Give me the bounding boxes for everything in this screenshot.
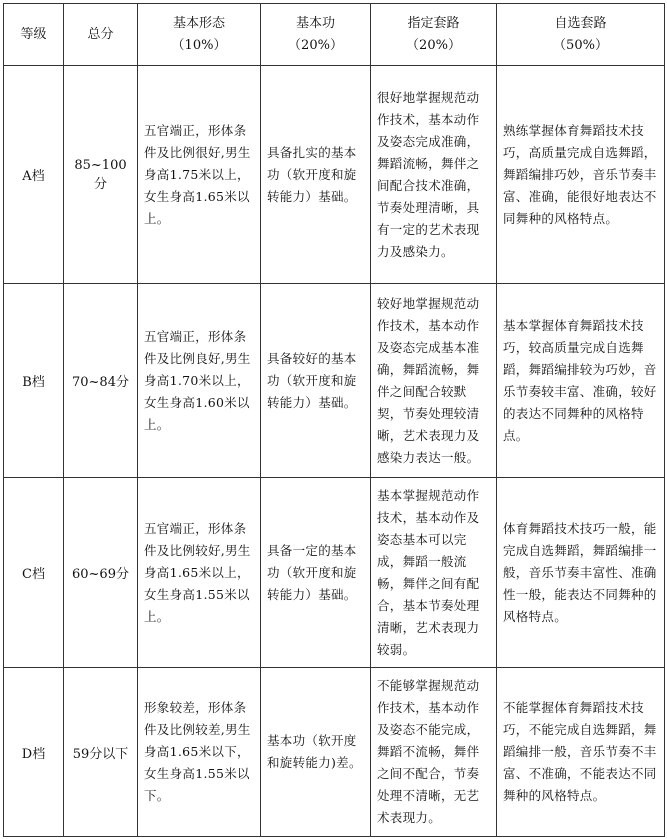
routine-cell: 基本掌握规范动作技术，基本动作及姿态基本可以完成，舞蹈一般流畅，舞伴之间有配合，基本节奏处理清晰，艺术表现力较弱。 — [371, 478, 497, 668]
table-row-d — [4, 668, 665, 837]
grade-cell: C档 — [4, 478, 64, 668]
header-free — [497, 4, 665, 66]
table-row-a — [4, 66, 665, 284]
free-cell: 不能掌握体育舞蹈技术技巧，不能完成自选舞蹈，舞蹈编排一般，音乐节奏不丰富、不准确，不能表达不同舞种的风格特点。 — [497, 668, 665, 837]
header-total: 总分 — [64, 4, 138, 66]
skill-cell: 具备一定的基本功（软开度和旋转能力）基础。 — [261, 478, 371, 668]
header-form-weight: （10%） — [171, 37, 227, 53]
grade-cell: D档 — [4, 668, 64, 837]
table-row-c — [4, 478, 665, 668]
header-free-weight: （50%） — [553, 37, 608, 53]
header-grade: 等级 — [4, 4, 64, 66]
header-row — [4, 4, 665, 66]
form-cell: 五官端正，形体条件及比例很好,男生身高1.75米以上，女生身高1.65米以上。 — [138, 66, 261, 284]
skill-cell: 具备扎实的基本功（软开度和旋转能力）基础。 — [261, 66, 371, 284]
skill-cell: 基本功（软开度和旋转能力)差。 — [261, 668, 371, 837]
free-cell: 基本掌握体育舞蹈技术技巧，较高质量完成自选舞蹈，舞蹈编排较为巧妙，音乐节奏较丰富、准确，较好的表达不同舞种的风格特点。 — [497, 284, 665, 478]
header-skill-weight: （20%） — [288, 37, 343, 53]
total-cell: 60~69分 — [64, 478, 138, 668]
header-routine-weight: （20%） — [406, 37, 461, 53]
total-cell: 59分以下 — [64, 668, 138, 837]
grading-criteria-table — [3, 3, 665, 837]
header-form — [138, 4, 261, 66]
header-skill — [261, 4, 371, 66]
total-cell: 85~100分 — [64, 66, 138, 284]
routine-cell: 不能够掌握规范动作技术，基本动作及姿态不能完成，舞蹈不流畅，舞伴之间不配合，节奏处理不清晰，无艺术表现力。 — [371, 668, 497, 837]
header-free-label: 自选套路 — [554, 15, 607, 31]
table-row-b — [4, 284, 665, 478]
total-cell: 70~84分 — [64, 284, 138, 478]
grade-cell: A档 — [4, 66, 64, 284]
grade-cell: B档 — [4, 284, 64, 478]
form-cell: 五官端正，形体条件及比例较好,男生身高1.65米以上，女生身高1.55米以上。 — [138, 478, 261, 668]
header-routine-label: 指定套路 — [407, 15, 460, 31]
header-routine — [371, 4, 497, 66]
routine-cell: 很好地掌握规范动作技术，基本动作及姿态完成准确，舞蹈流畅，舞伴之间配合技术准确，节奏处理清晰，具有一定的艺术表现力及感染力。 — [371, 66, 497, 284]
header-form-label: 基本形态 — [172, 15, 225, 31]
free-cell: 熟练掌握体育舞蹈技术技巧，高质量完成自选舞蹈，舞蹈编排巧妙，音乐节奏丰富、准确，能很好地表达不同舞种的风格特点。 — [497, 66, 665, 284]
routine-cell: 较好地掌握规范动作技术，基本动作及姿态完成基本准确，舞蹈流畅，舞伴之间配合较默契，节奏处理较清晰，艺术表现力及感染力表达一般。 — [371, 284, 497, 478]
free-cell: 体育舞蹈技术技巧一般，能完成自选舞蹈，舞蹈编排一般，音乐节奏丰富性、准确性一般，能表达不同舞种的风格特点。 — [497, 478, 665, 668]
skill-cell: 具备较好的基本功（软开度和旋转能力）基础。 — [261, 284, 371, 478]
header-skill-label: 基本功 — [295, 15, 335, 31]
form-cell: 五官端正，形体条件及比例良好,男生身高1.70米以上，女生身高1.60米以上。 — [138, 284, 261, 478]
form-cell: 形象较差，形体条件及比例较差,男生身高1.65米以下，女生身高1.55米以下。 — [138, 668, 261, 837]
